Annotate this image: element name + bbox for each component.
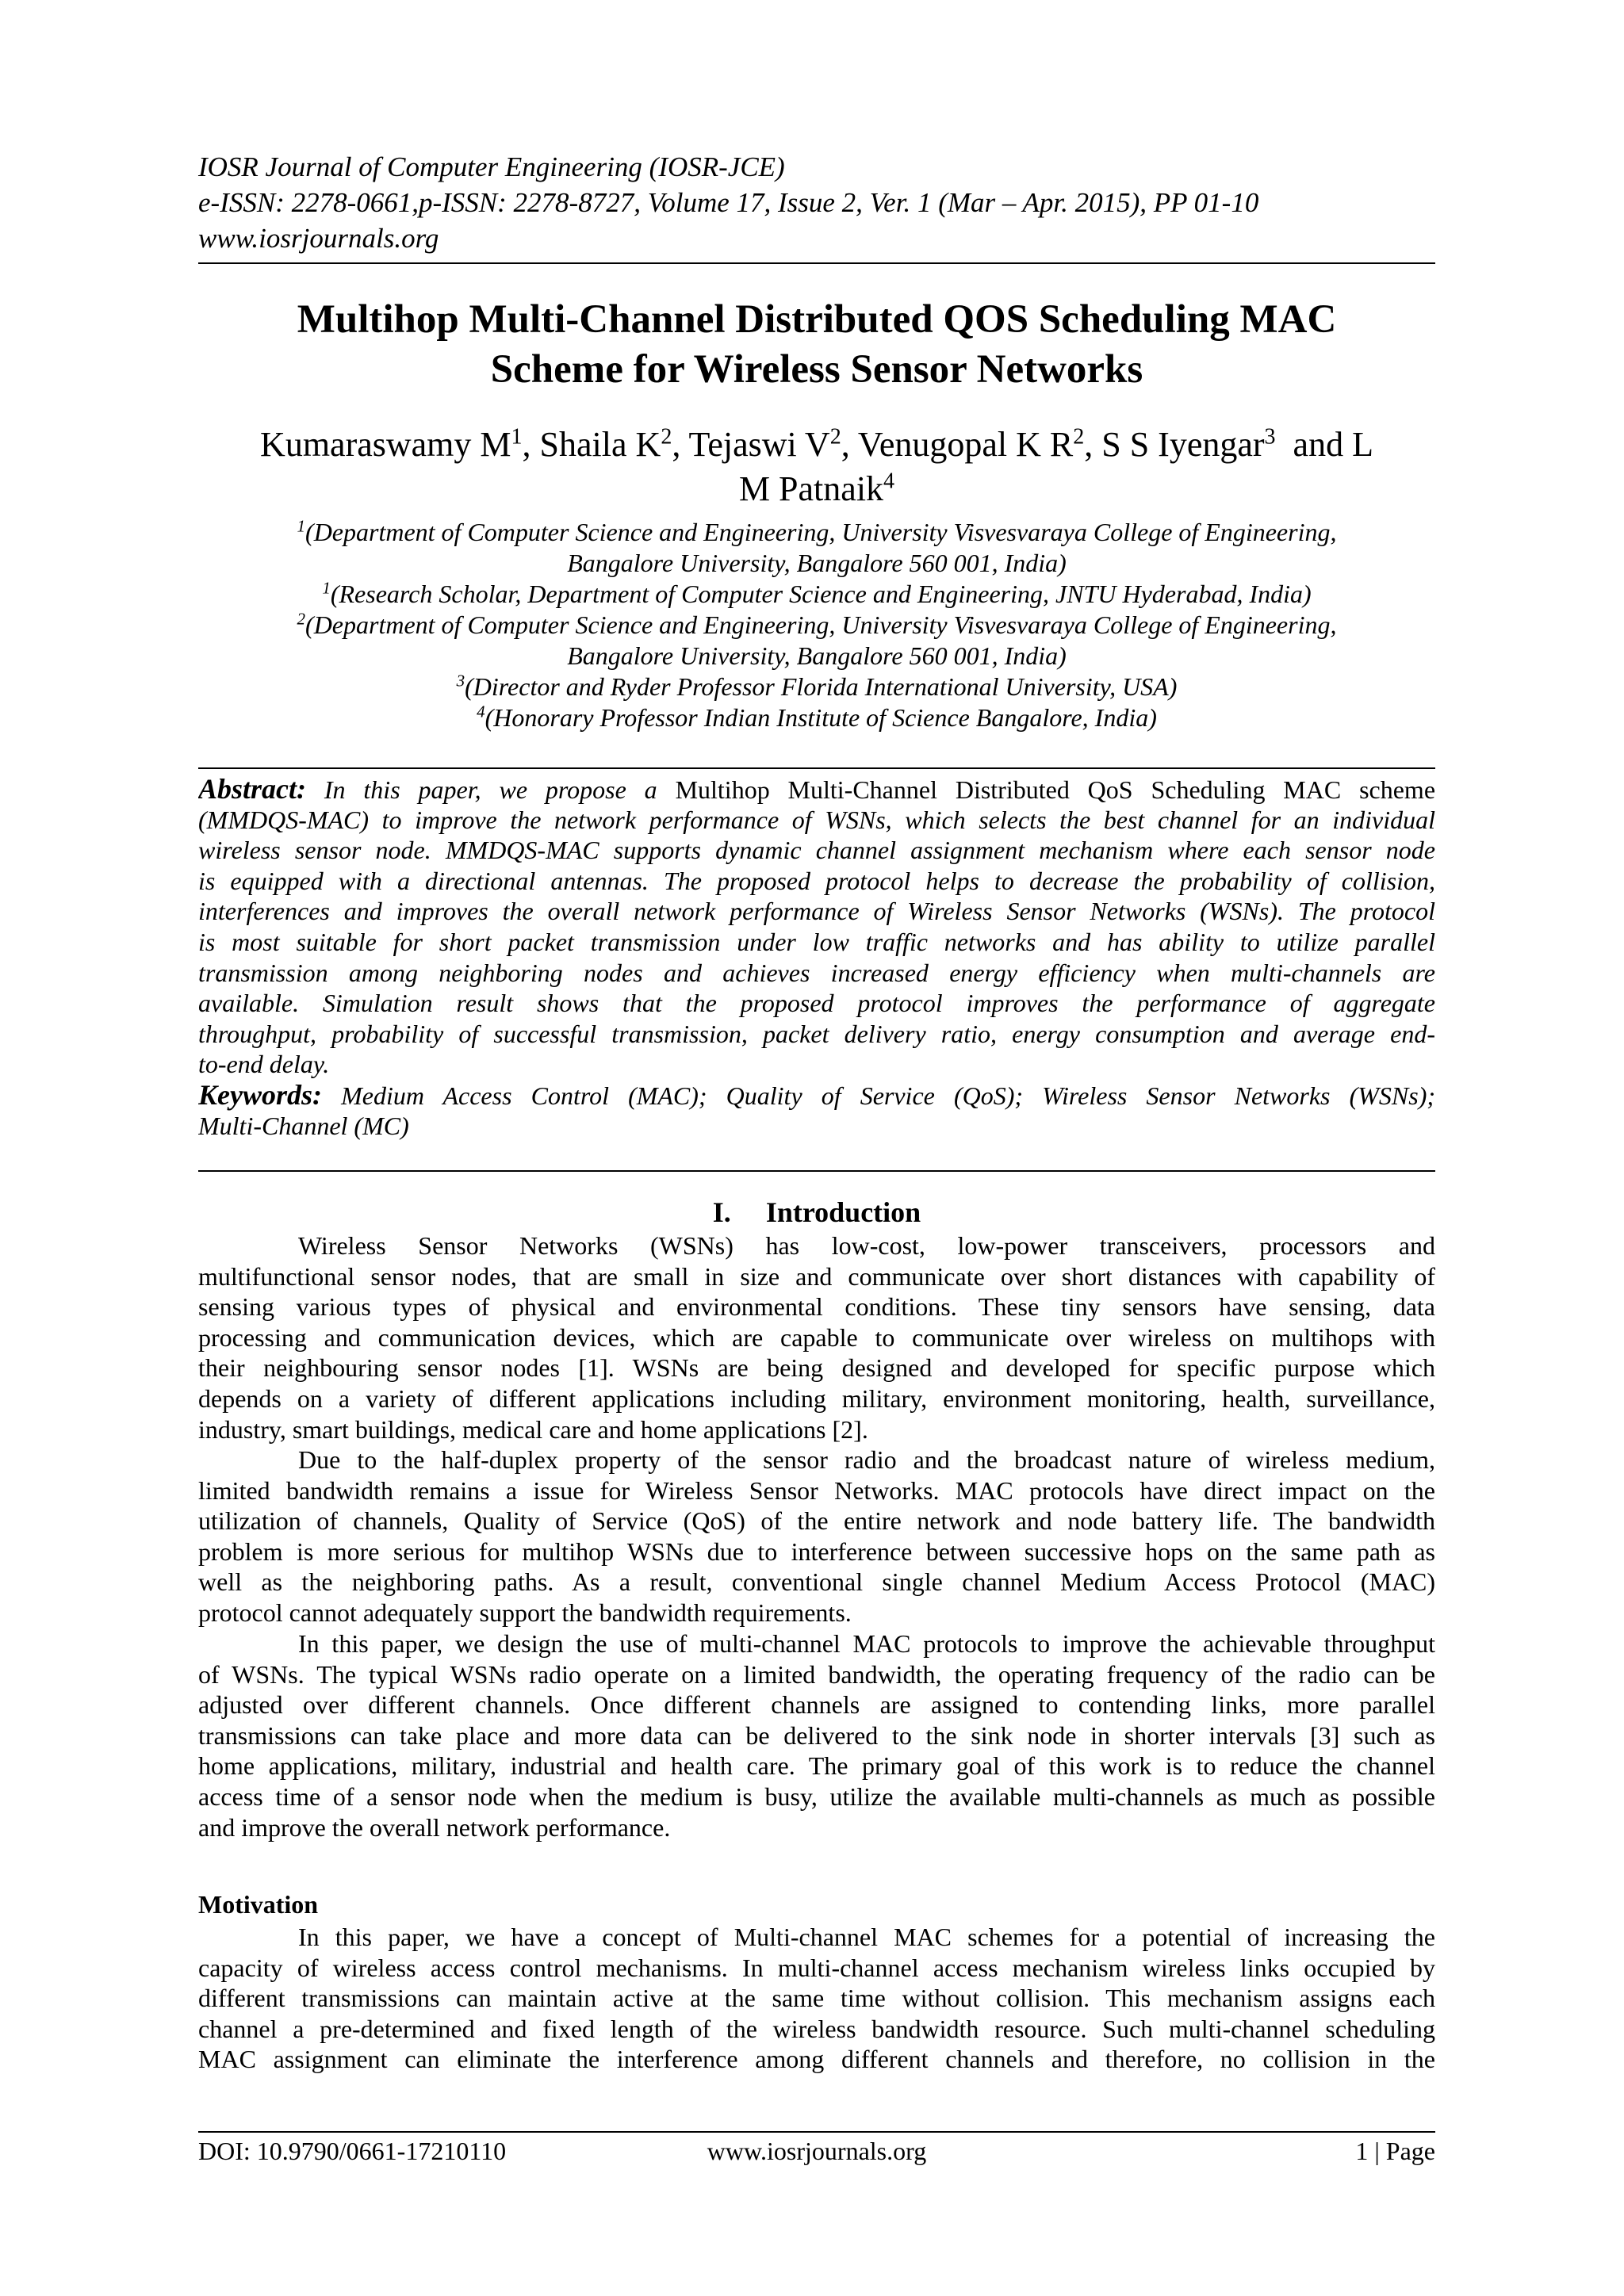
text-line: home applications, military, industrial and health care. The primary goal of this work is to reduce the channel (198, 1751, 1435, 1781)
abstract-line: available. Simulation result shows that the proposed protocol improves the performance of aggregate (198, 989, 1435, 1018)
abstract-line: throughput, probability of successful transmission, packet delivery ratio, energy consumption and average end- (198, 1019, 1435, 1048)
text-line: capacity of wireless access control mechanisms. In multi-channel access mechanism wireless links occupied by (198, 1953, 1435, 1982)
text-line: problem is more serious for multihop WSNs due to interference between successive hops on the same path as (198, 1536, 1435, 1566)
text-line: sensing various types of physical and environmental conditions. These tiny sensors have sensing, data (198, 1292, 1435, 1322)
subsection-heading-motivation: Motivation (198, 1890, 319, 1919)
introduction-paragraph-3 (198, 1628, 1435, 1843)
text-line: access time of a sensor node when the medium is busy, utilize the available multi-channels as much as possible (198, 1781, 1435, 1811)
affiliation-mark: 3 (456, 671, 465, 691)
abstract-box (198, 767, 1435, 1172)
author-name: and L (1275, 425, 1373, 464)
author-name: , Shaila K (522, 425, 661, 464)
affiliation-text: (Research Scholar, Department of Computer Science and Engineering, JNTU Hyderabad, India) (330, 580, 1312, 608)
abstract-line: wireless sensor node. MMDQS-MAC supports dynamic channel assignment mechanism where each sensor node (198, 836, 1435, 865)
text-line: and improve the overall network performance. (198, 1812, 671, 1842)
author-line-1 (198, 423, 1435, 467)
abstract-line: is equipped with a directional antennas. The proposed protocol helps to decrease the probability of collision, (198, 866, 1435, 895)
introduction-paragraph-2 (198, 1445, 1435, 1628)
author-name: , Tejaswi V (672, 425, 830, 464)
journal-issn: e-ISSN: 2278-0661,p-ISSN: 2278-8727, Volume 17, Issue 2, Ver. 1 (Mar – Apr. 2015), PP 01-10 (198, 187, 1259, 218)
affiliation-3-line-1 (198, 610, 1435, 641)
introduction-paragraph-1 (198, 1230, 1435, 1445)
section-heading-introduction (198, 1196, 1435, 1229)
affiliation-text: (Department of Computer Science and Engineering, University Visvesvaraya College of Engineering, (305, 610, 1337, 639)
affiliation-2 (198, 579, 1435, 610)
text-line: different transmissions can maintain active at the same time without collision. This mechanism assigns each (198, 1984, 1435, 2013)
abstract-text (198, 774, 1435, 1141)
footer-rule (198, 2131, 1435, 2133)
keywords-line: Multi-Channel (MC) (198, 1111, 409, 1140)
author-line-2 (198, 467, 1435, 511)
author-name: Kumaraswamy M (260, 425, 511, 464)
paper-title (198, 295, 1435, 395)
footer-doi: DOI: 10.9790/0661-17210110 (198, 2137, 507, 2165)
keywords-line (198, 1080, 1435, 1111)
abstract-line: to-end delay. (198, 1050, 330, 1079)
text-line: In this paper, we design the use of multi-channel MAC protocols to improve the achievable throughput (298, 1629, 1435, 1658)
title-line-2: Scheme for Wireless Sensor Networks (490, 347, 1143, 392)
affiliation-text: (Director and Ryder Professor Florida International University, USA) (465, 672, 1178, 701)
title-line-1: Multihop Multi-Channel Distributed QOS Scheduling MAC (297, 297, 1337, 342)
header-rule (198, 262, 1435, 264)
text-line: Due to the half-duplex property of the sensor radio and the broadcast nature of wireless medium, (298, 1445, 1435, 1474)
abstract-line (198, 774, 1435, 805)
page-footer (198, 2135, 1435, 2167)
author-name: M Patnaik (738, 469, 884, 508)
abstract-line: transmission among neighboring nodes and achieves increased energy efficiency when multi-channels are (198, 958, 1435, 987)
text-line: adjusted over different channels. Once different channels are assigned to contending links, more parallel (198, 1690, 1435, 1720)
abstract-line: (MMDQS-MAC) to improve the network performance of WSNs, which selects the best channel for an individual (198, 805, 1435, 834)
author-affiliation-mark: 3 (1264, 424, 1276, 450)
text-line: multifunctional sensor nodes, that are small in size and communicate over short distances with capability of (198, 1261, 1435, 1291)
author-name: , Venugopal K R (841, 425, 1074, 464)
affiliation-text: (Department of Computer Science and Engineering, University Visvesvaraya College of Engineering, (305, 518, 1337, 546)
text-line: protocol cannot adequately support the bandwidth requirements. (198, 1598, 852, 1627)
text-line: their neighbouring sensor nodes [1]. WSNs are being designed and developed for specific purpose which (198, 1353, 1435, 1383)
affiliation-mark: 4 (477, 702, 485, 721)
abstract-label: Abstract: (198, 774, 307, 805)
text-line: In this paper, we have a concept of Multi-channel MAC schemes for a potential of increasing the (298, 1923, 1435, 1951)
affiliation-1-line-1 (198, 517, 1435, 548)
author-affiliation-mark: 1 (511, 424, 523, 450)
text-line: industry, smart buildings, medical care and home applications [2]. (198, 1414, 868, 1444)
text-line: well as the neighboring paths. As a result, conventional single channel Medium Access Protocol (MAC) (198, 1567, 1435, 1597)
affiliation-5 (198, 702, 1435, 733)
journal-website: www.iosrjournals.org (198, 223, 439, 254)
footer-website: www.iosrjournals.org (707, 2137, 927, 2165)
section-title: Introduction (765, 1196, 921, 1228)
abstract-line: is most suitable for short packet transmission under low traffic networks and has ability to utilize parallel (198, 927, 1435, 956)
affiliation-mark: 2 (297, 609, 306, 629)
journal-name: IOSR Journal of Computer Engineering (IOSR-JCE) (198, 151, 785, 182)
affiliation-text: (Honorary Professor Indian Institute of Science Bangalore, India) (485, 703, 1157, 732)
text-line: Wireless Sensor Networks (WSNs) has low-cost, low-power transceivers, processors and (298, 1231, 1435, 1260)
author-name: , S S Iyengar (1084, 425, 1265, 464)
text-line: channel a pre-determined and fixed length of the wireless bandwidth resource. Such multi-channel scheduling (198, 2014, 1435, 2043)
text-line: limited bandwidth remains a issue for Wireless Sensor Networks. MAC protocols have direct impact on the (198, 1475, 1435, 1505)
journal-header (198, 149, 1443, 256)
text-line: processing and communication devices, which are capable to communicate over wireless on multihops with (198, 1322, 1435, 1352)
abstract-line: interferences and improves the overall network performance of Wireless Sensor Networks (WSNs). The protocol (198, 897, 1435, 926)
text-line: utilization of channels, Quality of Service (QoS) of the entire network and node battery life. The bandwidth (198, 1506, 1435, 1536)
author-affiliation-mark: 4 (883, 469, 895, 494)
keywords-label: Keywords: (198, 1079, 322, 1111)
text-line: MAC assignment can eliminate the interference among different channels and therefore, no collision in the (198, 2045, 1435, 2074)
author-affiliation-mark: 2 (661, 424, 672, 450)
affiliation-4 (198, 672, 1435, 702)
author-affiliation-mark: 2 (829, 424, 841, 450)
affiliation-mark: 1 (322, 578, 331, 598)
keywords-text: Medium Access Control (MAC); Quality of Service (QoS); Wireless Sensor Networks (WSNs); (341, 1081, 1435, 1110)
author-affiliation-mark: 2 (1073, 424, 1085, 450)
affiliation-list (198, 517, 1435, 733)
affiliation-1-line-2: Bangalore University, Bangalore 560 001, India) (567, 549, 1067, 577)
abstract-text-span: Multihop Multi-Channel Distributed QoS Scheduling MAC scheme (675, 775, 1435, 804)
motivation-paragraph (198, 1922, 1435, 2075)
text-line: transmissions can take place and more data can be delivered to the sink node in shorter intervals [3] such as (198, 1720, 1435, 1750)
abstract-text-span: In this paper, we propose a (324, 775, 657, 804)
text-line: depends on a variety of different applications including military, environment monitoring, health, surveillance, (198, 1383, 1435, 1413)
section-number: I. (712, 1196, 731, 1228)
author-list (198, 423, 1435, 511)
affiliation-mark: 1 (297, 516, 306, 536)
text-line: of WSNs. The typical WSNs radio operate on a limited bandwidth, the operating frequency of the radio can be (198, 1659, 1435, 1689)
footer-page-number: 1 | Page (1355, 2137, 1435, 2165)
affiliation-3-line-2: Bangalore University, Bangalore 560 001, India) (567, 641, 1067, 670)
